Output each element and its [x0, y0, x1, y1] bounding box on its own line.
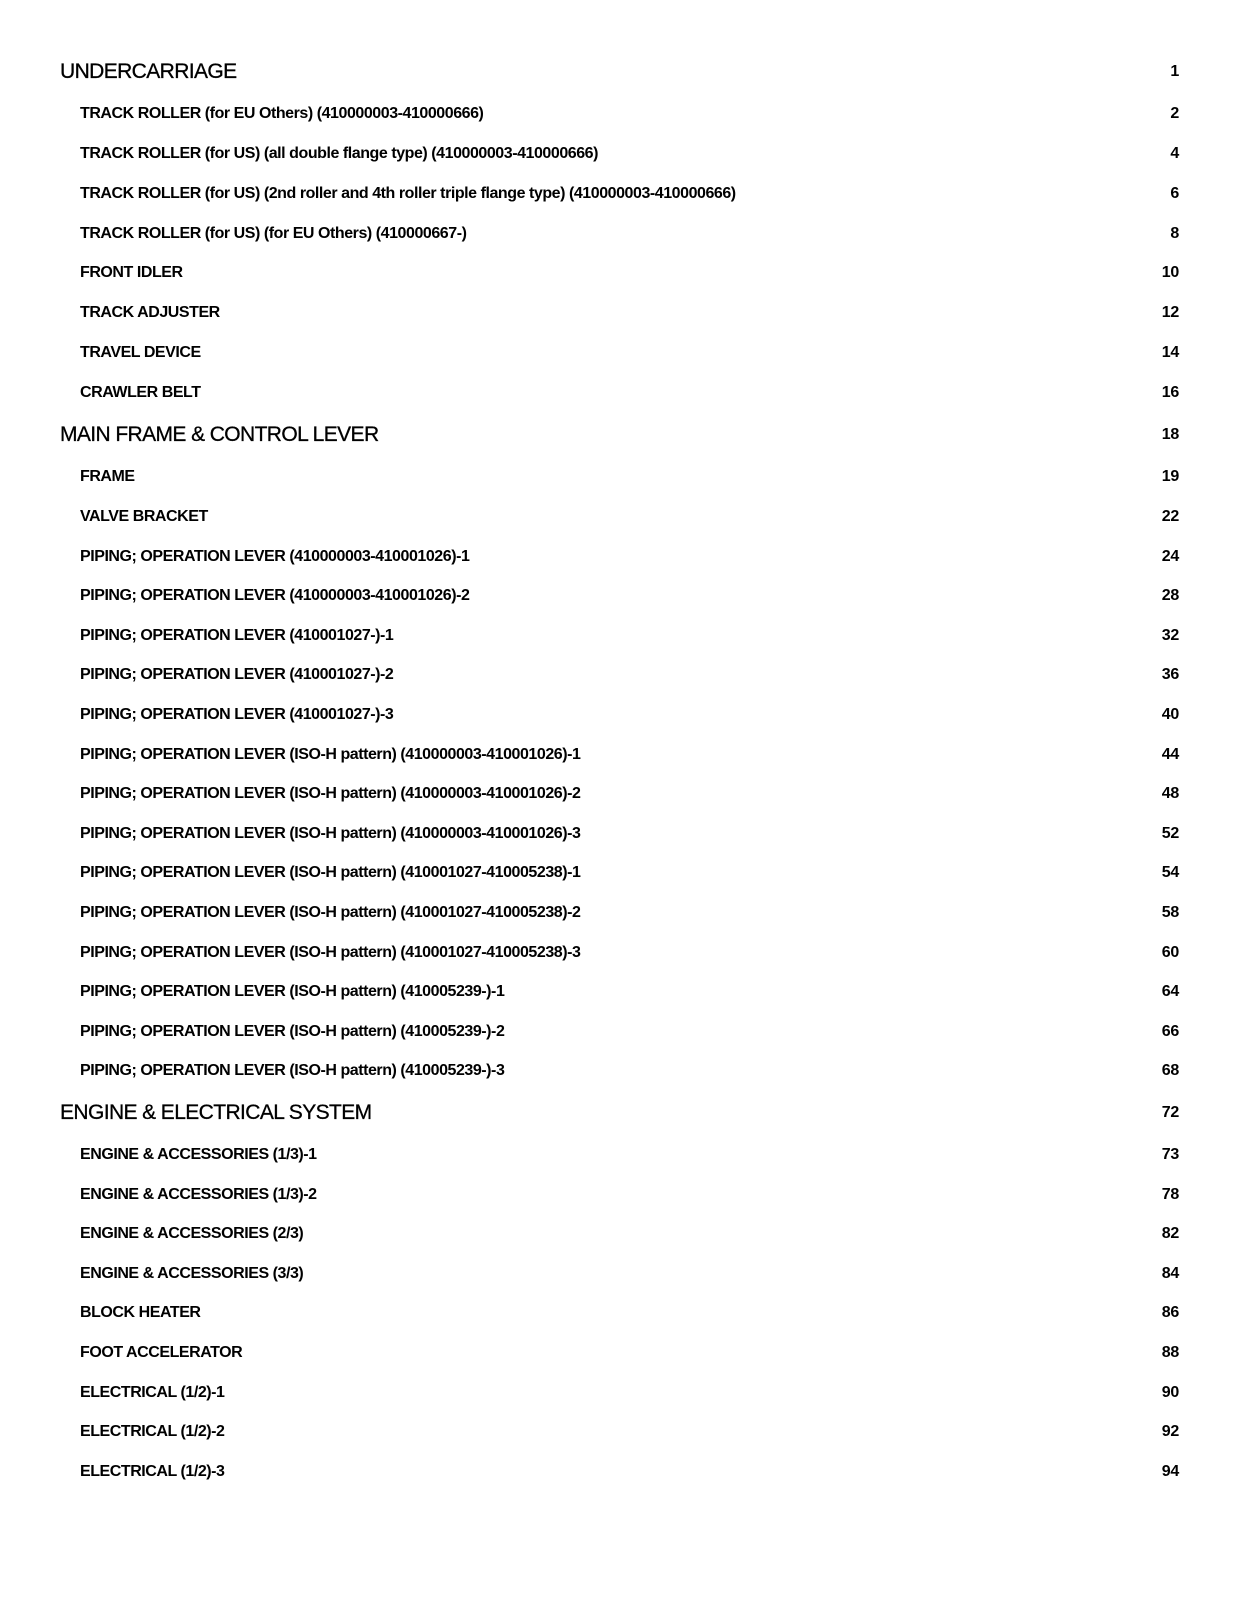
toc-entry-title: ENGINE & ACCESSORIES (3/3)	[80, 1265, 304, 1282]
toc-entry[interactable]	[0, 977, 1236, 1007]
toc-section-undercarriage[interactable]	[0, 57, 1236, 87]
toc-page-number: 12	[1161, 304, 1179, 321]
toc-page-number: 94	[1161, 1463, 1179, 1480]
toc-entry[interactable]	[0, 621, 1236, 651]
toc-section-title: UNDERCARRIAGE	[60, 60, 237, 83]
toc-entry[interactable]	[0, 338, 1236, 368]
toc-entry[interactable]	[0, 462, 1236, 492]
toc-entry-title: ENGINE & ACCESSORIES (1/3)-2	[80, 1186, 317, 1203]
toc-entry[interactable]	[0, 542, 1236, 572]
toc-entry-title: PIPING; OPERATION LEVER (ISO-H pattern) (410000003-410001026)-3	[80, 825, 581, 842]
toc-section-engine-electrical[interactable]	[0, 1098, 1236, 1128]
toc-page-number: 24	[1161, 548, 1179, 565]
toc-page-number: 78	[1161, 1186, 1179, 1203]
toc-entry-title: TRACK ROLLER (for US) (2nd roller and 4th roller triple flange type) (410000003-410000666)	[80, 185, 736, 202]
toc-entry[interactable]	[0, 1219, 1236, 1249]
toc-page-number: 60	[1161, 944, 1179, 961]
toc-entry[interactable]	[0, 1417, 1236, 1447]
toc-entry-title: FRAME	[80, 468, 135, 485]
toc-entry[interactable]	[0, 1017, 1236, 1047]
toc-page-number: 4	[1170, 145, 1179, 162]
toc-entry-title: PIPING; OPERATION LEVER (ISO-H pattern) (410001027-410005238)-3	[80, 944, 581, 961]
toc-page-number: 54	[1161, 864, 1179, 881]
toc-page-number: 6	[1170, 185, 1179, 202]
toc-entry[interactable]	[0, 1378, 1236, 1408]
toc-entry[interactable]	[0, 1338, 1236, 1368]
toc-page-number: 72	[1161, 1104, 1179, 1121]
toc-entry[interactable]	[0, 819, 1236, 849]
toc-entry[interactable]	[0, 1298, 1236, 1328]
toc-page-number: 58	[1161, 904, 1179, 921]
toc-page-number: 84	[1161, 1265, 1179, 1282]
toc-entry-title: ENGINE & ACCESSORIES (1/3)-1	[80, 1146, 317, 1163]
toc-entry-title: CRAWLER BELT	[80, 384, 201, 401]
toc-entry-title: TRACK ROLLER (for US) (all double flange type) (410000003-410000666)	[80, 145, 598, 162]
toc-entry-title: PIPING; OPERATION LEVER (410000003-410001026)-2	[80, 587, 470, 604]
toc-entry[interactable]	[0, 660, 1236, 690]
toc-entry-title: PIPING; OPERATION LEVER (410001027-)-2	[80, 666, 394, 683]
toc-entry-title: PIPING; OPERATION LEVER (ISO-H pattern) (410001027-410005238)-1	[80, 864, 581, 881]
toc-page-number: 92	[1161, 1423, 1179, 1440]
toc-entry[interactable]	[0, 1259, 1236, 1289]
toc-entry-title: ELECTRICAL (1/2)-1	[80, 1384, 225, 1401]
toc-page-number: 66	[1161, 1023, 1179, 1040]
toc-entry[interactable]	[0, 99, 1236, 129]
toc-page-number: 88	[1161, 1344, 1179, 1361]
toc-entry[interactable]	[0, 898, 1236, 928]
toc-entry[interactable]	[0, 779, 1236, 809]
toc-entry[interactable]	[0, 378, 1236, 408]
toc-entry-title: BLOCK HEATER	[80, 1304, 201, 1321]
toc-entry[interactable]	[0, 219, 1236, 249]
toc-entry-title: PIPING; OPERATION LEVER (410001027-)-1	[80, 627, 394, 644]
toc-page-number: 52	[1161, 825, 1179, 842]
toc-section-title: MAIN FRAME & CONTROL LEVER	[60, 423, 379, 446]
toc-page-number: 2	[1170, 105, 1179, 122]
toc-entry-title: FOOT ACCELERATOR	[80, 1344, 243, 1361]
toc-page-number: 90	[1161, 1384, 1179, 1401]
toc-entry[interactable]	[0, 298, 1236, 328]
toc-entry[interactable]	[0, 581, 1236, 611]
toc-entry[interactable]	[0, 1056, 1236, 1086]
toc-entry-title: TRACK ROLLER (for US) (for EU Others) (410000667-)	[80, 225, 467, 242]
toc-entry[interactable]	[0, 938, 1236, 968]
toc-entry-title: TRACK ADJUSTER	[80, 304, 220, 321]
toc-page-number: 18	[1161, 426, 1179, 443]
toc-entry[interactable]	[0, 700, 1236, 730]
toc-entry-title: PIPING; OPERATION LEVER (ISO-H pattern) (410001027-410005238)-2	[80, 904, 581, 921]
toc-page-number: 48	[1161, 785, 1179, 802]
toc-entry-title: ELECTRICAL (1/2)-3	[80, 1463, 225, 1480]
toc-page-number: 82	[1161, 1225, 1179, 1242]
toc-page-number: 73	[1161, 1146, 1179, 1163]
toc-entry[interactable]	[0, 1140, 1236, 1170]
toc-entry-title: ENGINE & ACCESSORIES (2/3)	[80, 1225, 304, 1242]
toc-page-number: 1	[1170, 63, 1179, 80]
toc-page-number: 32	[1161, 627, 1179, 644]
toc-page-number: 86	[1161, 1304, 1179, 1321]
toc-page-number: 10	[1161, 264, 1179, 281]
toc-entry-title: FRONT IDLER	[80, 264, 183, 281]
toc-page-number: 16	[1161, 384, 1179, 401]
toc-page-number: 44	[1161, 746, 1179, 763]
toc-entry[interactable]	[0, 858, 1236, 888]
toc-entry-title: PIPING; OPERATION LEVER (ISO-H pattern) (410005239-)-2	[80, 1023, 505, 1040]
toc-page-number: 28	[1161, 587, 1179, 604]
toc-entry-title: VALVE BRACKET	[80, 508, 208, 525]
toc-entry[interactable]	[0, 1180, 1236, 1210]
toc-entry-title: PIPING; OPERATION LEVER (410000003-410001026)-1	[80, 548, 470, 565]
toc-section-title: ENGINE & ELECTRICAL SYSTEM	[60, 1101, 372, 1124]
toc-page-number: 36	[1161, 666, 1179, 683]
toc-entry[interactable]	[0, 139, 1236, 169]
toc-entry[interactable]	[0, 258, 1236, 288]
toc-entry[interactable]	[0, 179, 1236, 209]
toc-entry-title: PIPING; OPERATION LEVER (410001027-)-3	[80, 706, 394, 723]
toc-page-number: 40	[1161, 706, 1179, 723]
toc-entry[interactable]	[0, 502, 1236, 532]
toc-entry-title: PIPING; OPERATION LEVER (ISO-H pattern) (410000003-410001026)-2	[80, 785, 581, 802]
toc-entry-title: TRACK ROLLER (for EU Others) (410000003-410000666)	[80, 105, 484, 122]
toc-section-main-frame[interactable]	[0, 420, 1236, 450]
toc-entry-title: PIPING; OPERATION LEVER (ISO-H pattern) (410005239-)-1	[80, 983, 505, 1000]
toc-page-number: 8	[1170, 225, 1179, 242]
toc-entry-title: PIPING; OPERATION LEVER (ISO-H pattern) (410005239-)-3	[80, 1062, 505, 1079]
toc-entry[interactable]	[0, 1457, 1236, 1487]
toc-entry-title: TRAVEL DEVICE	[80, 344, 201, 361]
toc-entry-title: ELECTRICAL (1/2)-2	[80, 1423, 225, 1440]
toc-page-number: 19	[1161, 468, 1179, 485]
toc-page-number: 14	[1161, 344, 1179, 361]
toc-entry[interactable]	[0, 740, 1236, 770]
toc-page-number: 68	[1161, 1062, 1179, 1079]
toc-page-number: 22	[1161, 508, 1179, 525]
toc-entry-title: PIPING; OPERATION LEVER (ISO-H pattern) (410000003-410001026)-1	[80, 746, 581, 763]
toc-page-number: 64	[1161, 983, 1179, 1000]
